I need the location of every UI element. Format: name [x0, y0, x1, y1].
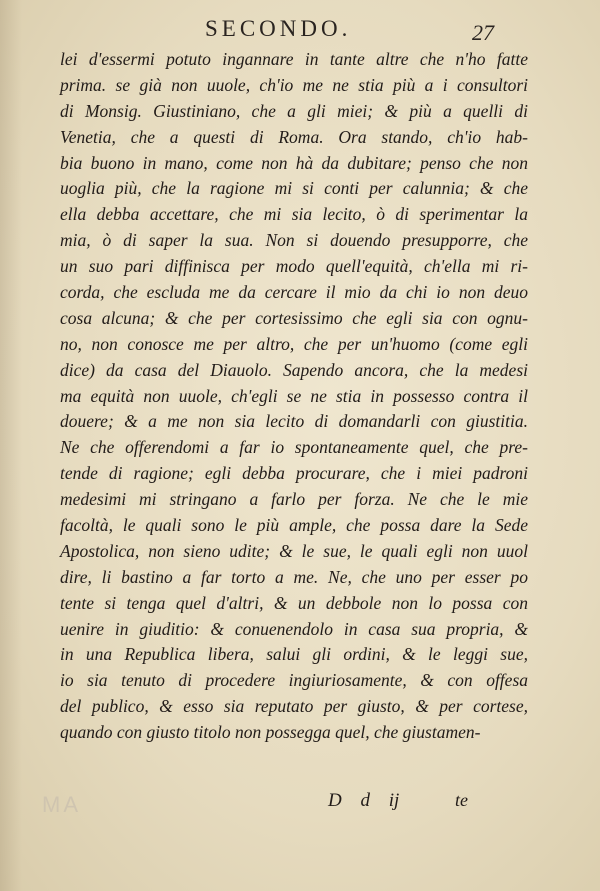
text-line: Venetia, che a questi di Roma. Ora stando, ch'io hab- — [60, 126, 528, 147]
text-line: prima. se già non uuole, ch'io me ne stia più a i consultori — [60, 74, 528, 95]
text-line: di Monsig. Giustiniano, che a gli miei; & più a quelli di — [60, 100, 528, 121]
page-number: 27 — [472, 20, 494, 45]
text-line: douere; & a me non sia lecito di domandarli con giustitia. — [60, 411, 528, 432]
text-line: Ne che offerendomi a far io spontaneamente quel, che pre- — [60, 437, 528, 458]
text-line: dire, li bastino a far torto a me. Ne, che uno per esser po — [60, 566, 528, 587]
text-line: un suo pari diffinisca per modo quell'equità, ch'ella mi ri- — [60, 256, 528, 277]
text-line: in una Republica libera, salui gli ordini, & le leggi sue, — [60, 644, 528, 665]
text-line: io sia tenuto di procedere ingiuriosamente, & con offesa — [60, 670, 528, 691]
text-line: tende di ragione; egli debba procurare, che i miei padroni — [60, 463, 528, 484]
body-text — [60, 47, 528, 746]
catchword: te — [455, 790, 468, 810]
page-header — [0, 14, 600, 48]
text-line: ella debba accettare, che mi sia lecito, ò di sperimentar la — [60, 204, 528, 225]
text-line: corda, che escluda me da cercare il mio da chi io non deuo — [60, 282, 528, 303]
text-line: mia, ò di saper la sua. Non si douendo presupporre, che — [60, 230, 528, 251]
text-line: Apostolica, non sieno udite; & le sue, le quali egli non uuol — [60, 540, 528, 561]
text-line: facoltà, le quali sono le più ample, che possa dare la Sede — [60, 515, 528, 536]
text-line: cosa alcuna; & che per cortesissimo che egli sia con ognu- — [60, 307, 528, 328]
text-line: uenire in giuditio: & conuenendolo in casa sua propria, & — [60, 618, 528, 639]
text-line: ma equità non uuole, ch'egli se ne stia in possesso contra il — [60, 385, 528, 406]
text-line: bia buono in mano, come non hà da dubitare; penso che non — [60, 152, 528, 173]
running-head: SECONDO. — [205, 16, 352, 41]
signature-mark: D d ij — [328, 790, 400, 811]
page-footer — [60, 790, 528, 816]
text-line: quando con giusto titolo non possegga quel, che giustamen- — [60, 722, 481, 743]
text-line: medesimi mi stringano a farlo per forza. Ne che le mie — [60, 489, 528, 510]
gutter-shadow — [0, 0, 22, 891]
text-line: uoglia più, che la ragione mi si conti per calunnia; & che — [60, 178, 528, 199]
bleed-through-stamp: MA — [42, 792, 81, 817]
text-line: del publico, & esso sia reputato per giusto, & per cortese, — [60, 696, 528, 717]
text-line: no, non conosce me per altro, che per un'huomo (come egli — [60, 333, 528, 354]
text-line: lei d'essermi potuto ingannare in tante altre che n'ho fatte — [60, 49, 528, 69]
text-line: dice) da casa del Diauolo. Sapendo ancora, che la medesi — [60, 359, 528, 380]
text-line: tente si tenga quel d'altri, & un debbole non lo possa con — [60, 592, 528, 613]
